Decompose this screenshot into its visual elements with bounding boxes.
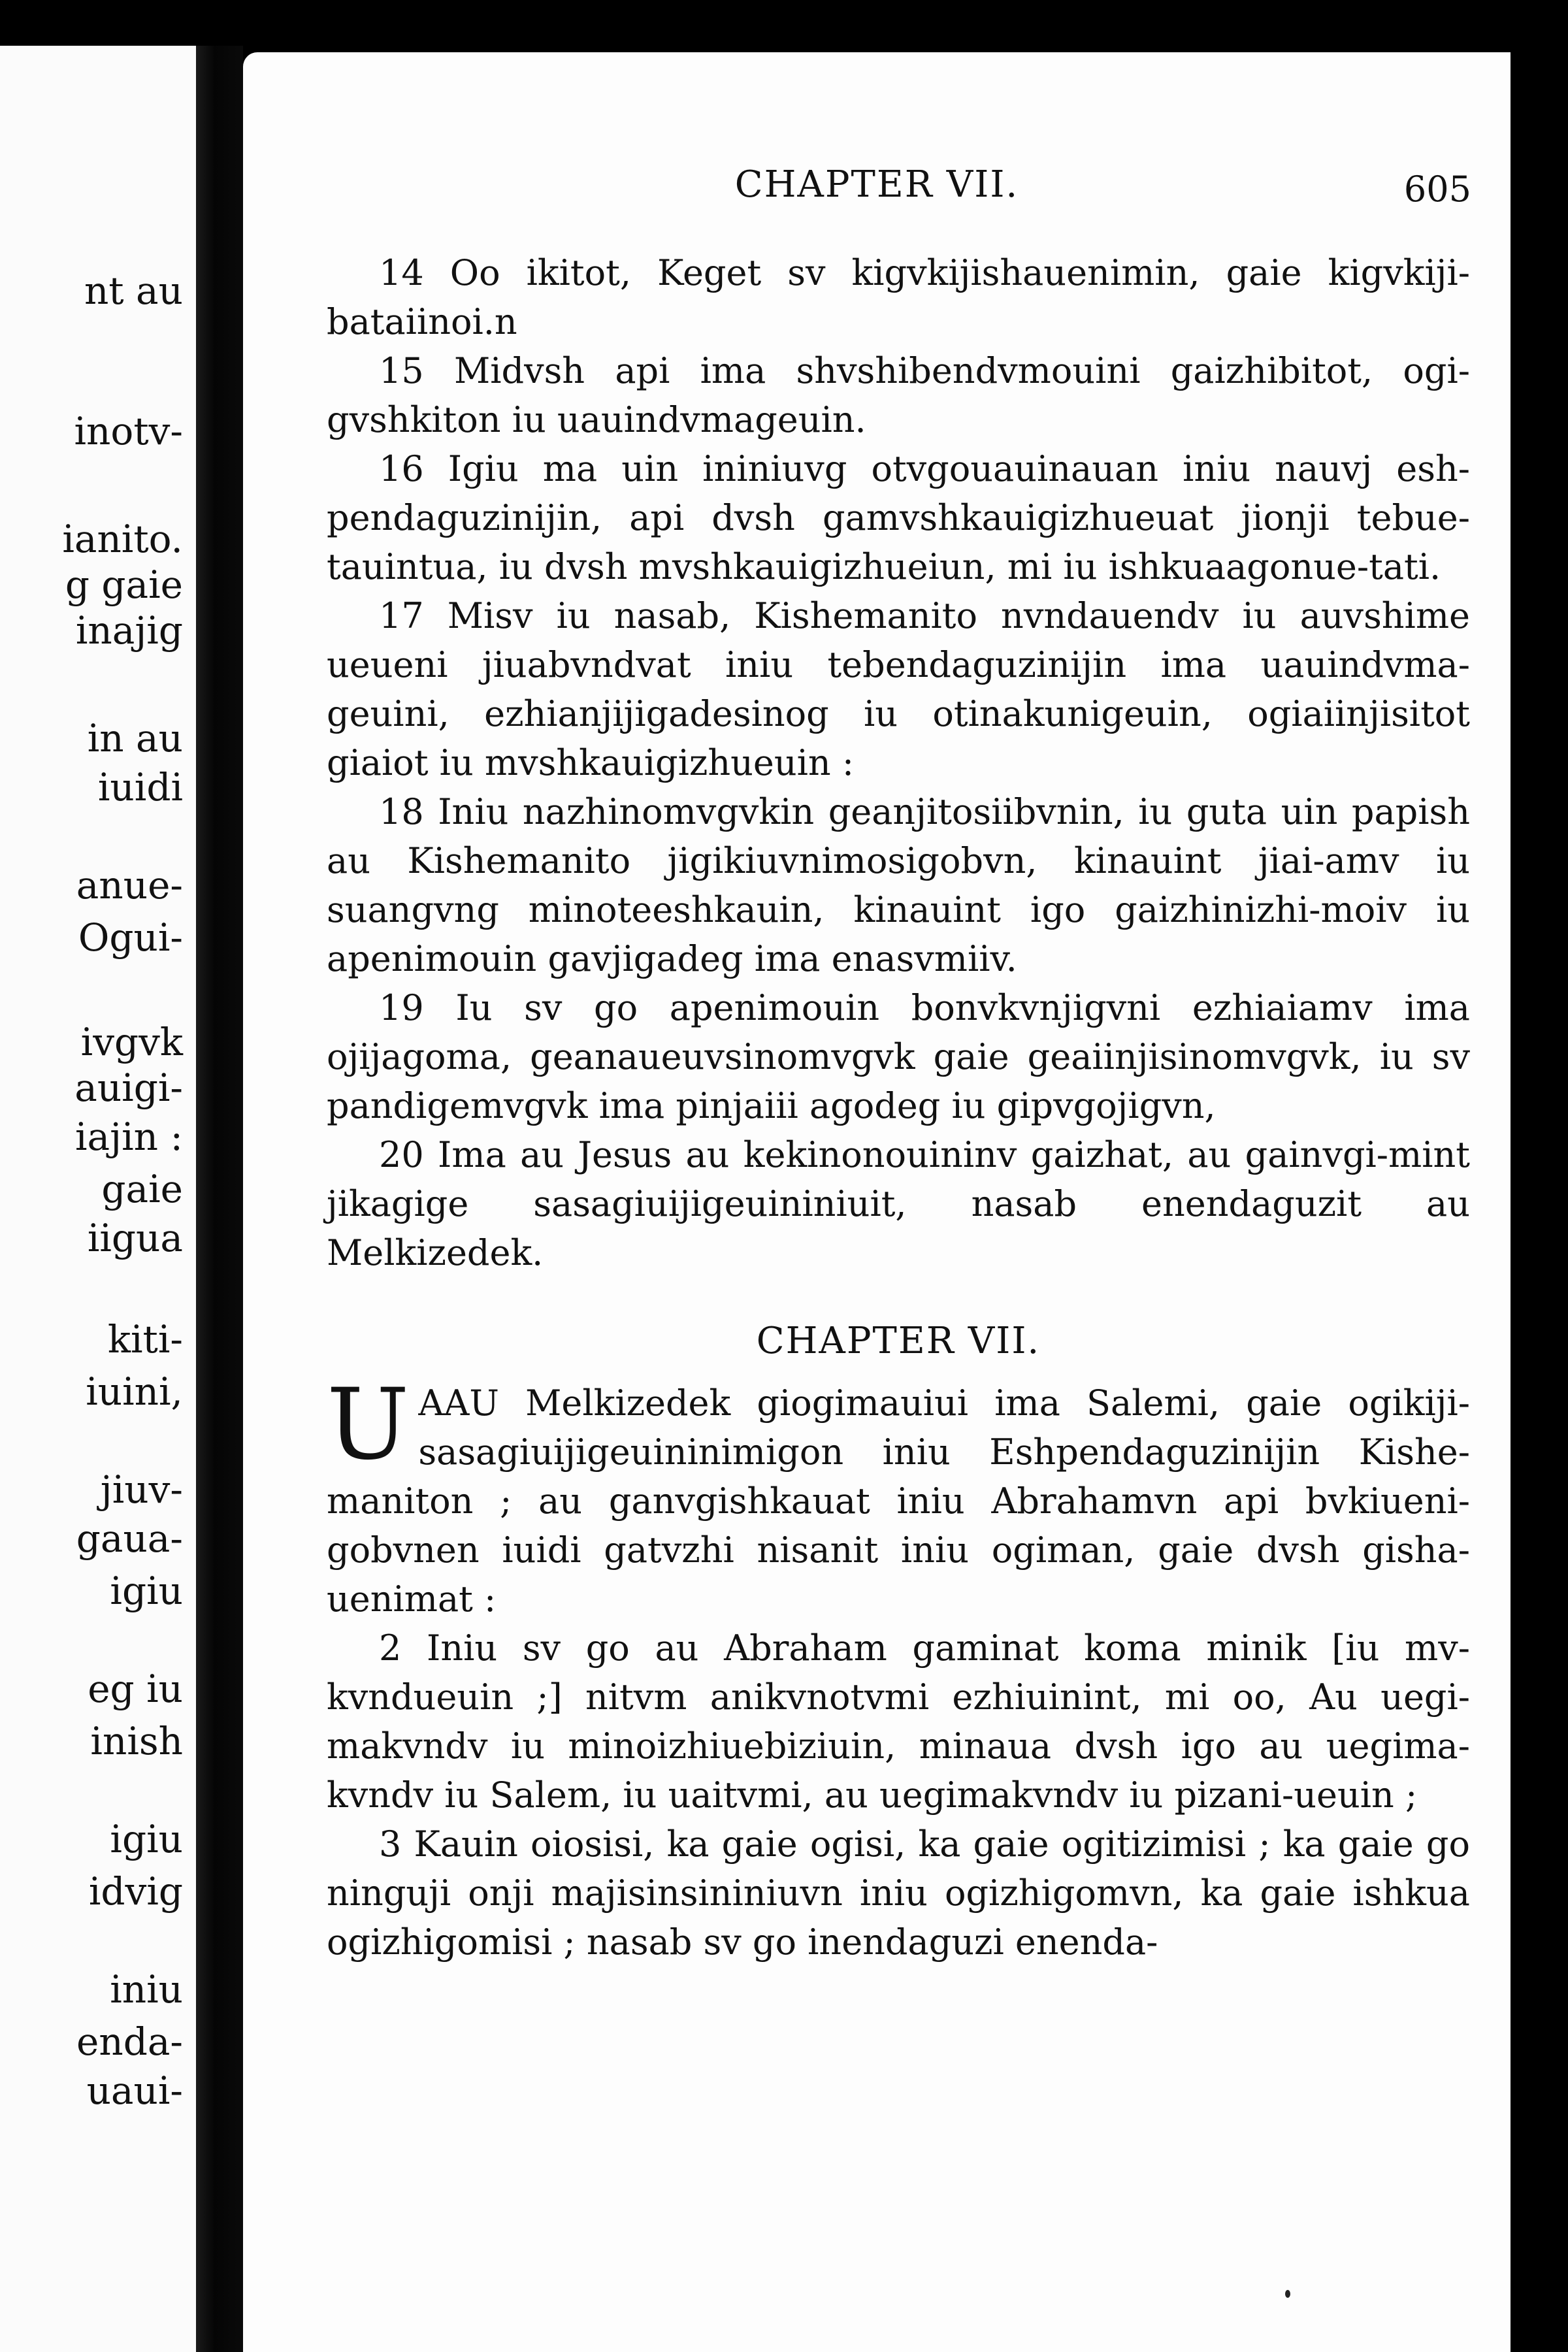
left-page-line: ianito. — [62, 517, 183, 561]
left-page-line: Ogui- — [78, 915, 183, 960]
left-page-line: auigi- — [74, 1066, 183, 1110]
left-page-line: jiuv- — [100, 1467, 183, 1512]
left-page-line: idvig — [88, 1869, 183, 1914]
book-gutter — [196, 46, 243, 2352]
left-page-line: anue- — [76, 863, 183, 907]
left-page-line: iuidi — [97, 765, 183, 809]
left-page-line: enda- — [76, 2019, 183, 2064]
left-page-line: eg iu — [88, 1667, 183, 1711]
left-page-line: g gaie — [65, 563, 183, 607]
left-facing-page — [0, 46, 196, 2352]
verse: 19 Iu sv go apenimouin bonvkvnjigvni ezhiaiamv ima ojijagoma, geanaueuvsinomvgvk gaie geaiinjisinomvgvk, iu sv pandigemvgvk ima pinjaiii agodeg iu gipvgojigvn, — [327, 987, 1470, 1126]
scan-border — [1511, 52, 1568, 2352]
verse: 18 Iniu nazhinomvgvkin geanjitosiibvnin, iu guta uin papish au Kishemanito jigikiuvnimosigobvn, kinauint jiai-amv iu suangvng minoteeshkauin, kinauint igo gaizhinizhi-moiv iu apenimouin gavjigadeg ima enasvmiiv. — [327, 791, 1470, 979]
left-page-line: iniu — [110, 1967, 183, 2012]
left-page-line: iuini, — [86, 1369, 183, 1414]
chapter-heading: CHAPTER VII. — [756, 1320, 1041, 1362]
verse: 2 Iniu sv go au Abraham gaminat koma minik [iu mv-kvndueuin ;] nitvm anikvnotvmi ezhiuinint, mi oo, Au uegi-makvndv iu minoizhiuebiziuin, minaua dvsh igo au uegima-kvndv iu Salem, iu uaitvmi, au uegimakvndv iu pizani-ueuin ; — [327, 1627, 1470, 1816]
left-page-line: nt au — [84, 269, 183, 313]
left-page-line: iajin : — [75, 1115, 183, 1159]
running-head: CHAPTER VII. — [734, 163, 1019, 206]
left-page-line: in au — [87, 716, 183, 760]
chapter-opening — [327, 1368, 1470, 1624]
verse: 16 Igiu ma uin ininiuvg otvgouauinauan iniu nauvj esh-pendaguzinijin, api dvsh gamvshkauigizhueuat jionji tebue-tauintua, iu dvsh mvshkauigizhueiun, mi iu ishkuaagonue-tati. — [327, 448, 1470, 587]
page-body — [327, 248, 1470, 1967]
right-page — [243, 52, 1511, 2352]
page-number: 605 — [1403, 169, 1471, 210]
left-page-line: gaie — [101, 1167, 183, 1211]
left-page-line: inajig — [75, 608, 183, 653]
left-page-line: gaua- — [76, 1516, 183, 1561]
left-page-line: ivgvk — [80, 1020, 183, 1064]
drop-cap: U — [327, 1368, 410, 1482]
verse: 20 Ima au Jesus au kekinonouininv gaizhat, au gainvgi-mint jikagige sasagiuijigeuininiuit, nasab enendaguzit au Melkizedek. — [327, 1134, 1470, 1273]
left-page-line: inotv- — [74, 409, 183, 453]
left-page-line: inish — [90, 1719, 183, 1763]
left-page-line: uaui- — [86, 2068, 183, 2113]
verse: 17 Misv iu nasab, Kishemanito nvndauendv iu auvshime ueueni jiuabvndvat iniu tebendaguzinijin ima uauindvma-geuini, ezhianjijigadesinog iu otinakunigeuin, ogiaiinjisitot giaiot iu mvshkauigizhueuin : — [327, 595, 1470, 783]
left-page-line: igiu — [110, 1817, 183, 1861]
left-page-line: iigua — [87, 1216, 183, 1260]
verse: 14 Oo ikitot, Keget sv kigvkijishauenimin, gaie kigvkiji-bataiinoi.n — [327, 252, 1470, 342]
opening-text: AAU Melkizedek giogimauiui ima Salemi, gaie ogikiji-sasagiuijigeuininimigon iniu Eshpendaguzinijin Kishe-maniton ; au ganvgishkauat iniu Abrahamvn api bvkiueni-gobvnen iuidi gatvzhi nisanit iniu ogiman, gaie dvsh gisha-uenimat : — [327, 1382, 1470, 1620]
left-page-line: kiti- — [107, 1317, 183, 1362]
page-header — [243, 163, 1511, 229]
verse: 15 Midvsh api ima shvshibendvmouini gaizhibitot, ogi-gvshkiton iu uauindvmageuin. — [327, 350, 1470, 440]
ink-speck — [1285, 2290, 1290, 2298]
verse: 3 Kauin oiosisi, ka gaie ogisi, ka gaie ogitizimisi ; ka gaie go ninguji onji majisinsininiuvn iniu ogizhigomvn, ka gaie ishkua ogizhigomisi ; nasab sv go inendaguzi enenda- — [327, 1823, 1470, 1963]
left-page-line: igiu — [110, 1569, 183, 1613]
